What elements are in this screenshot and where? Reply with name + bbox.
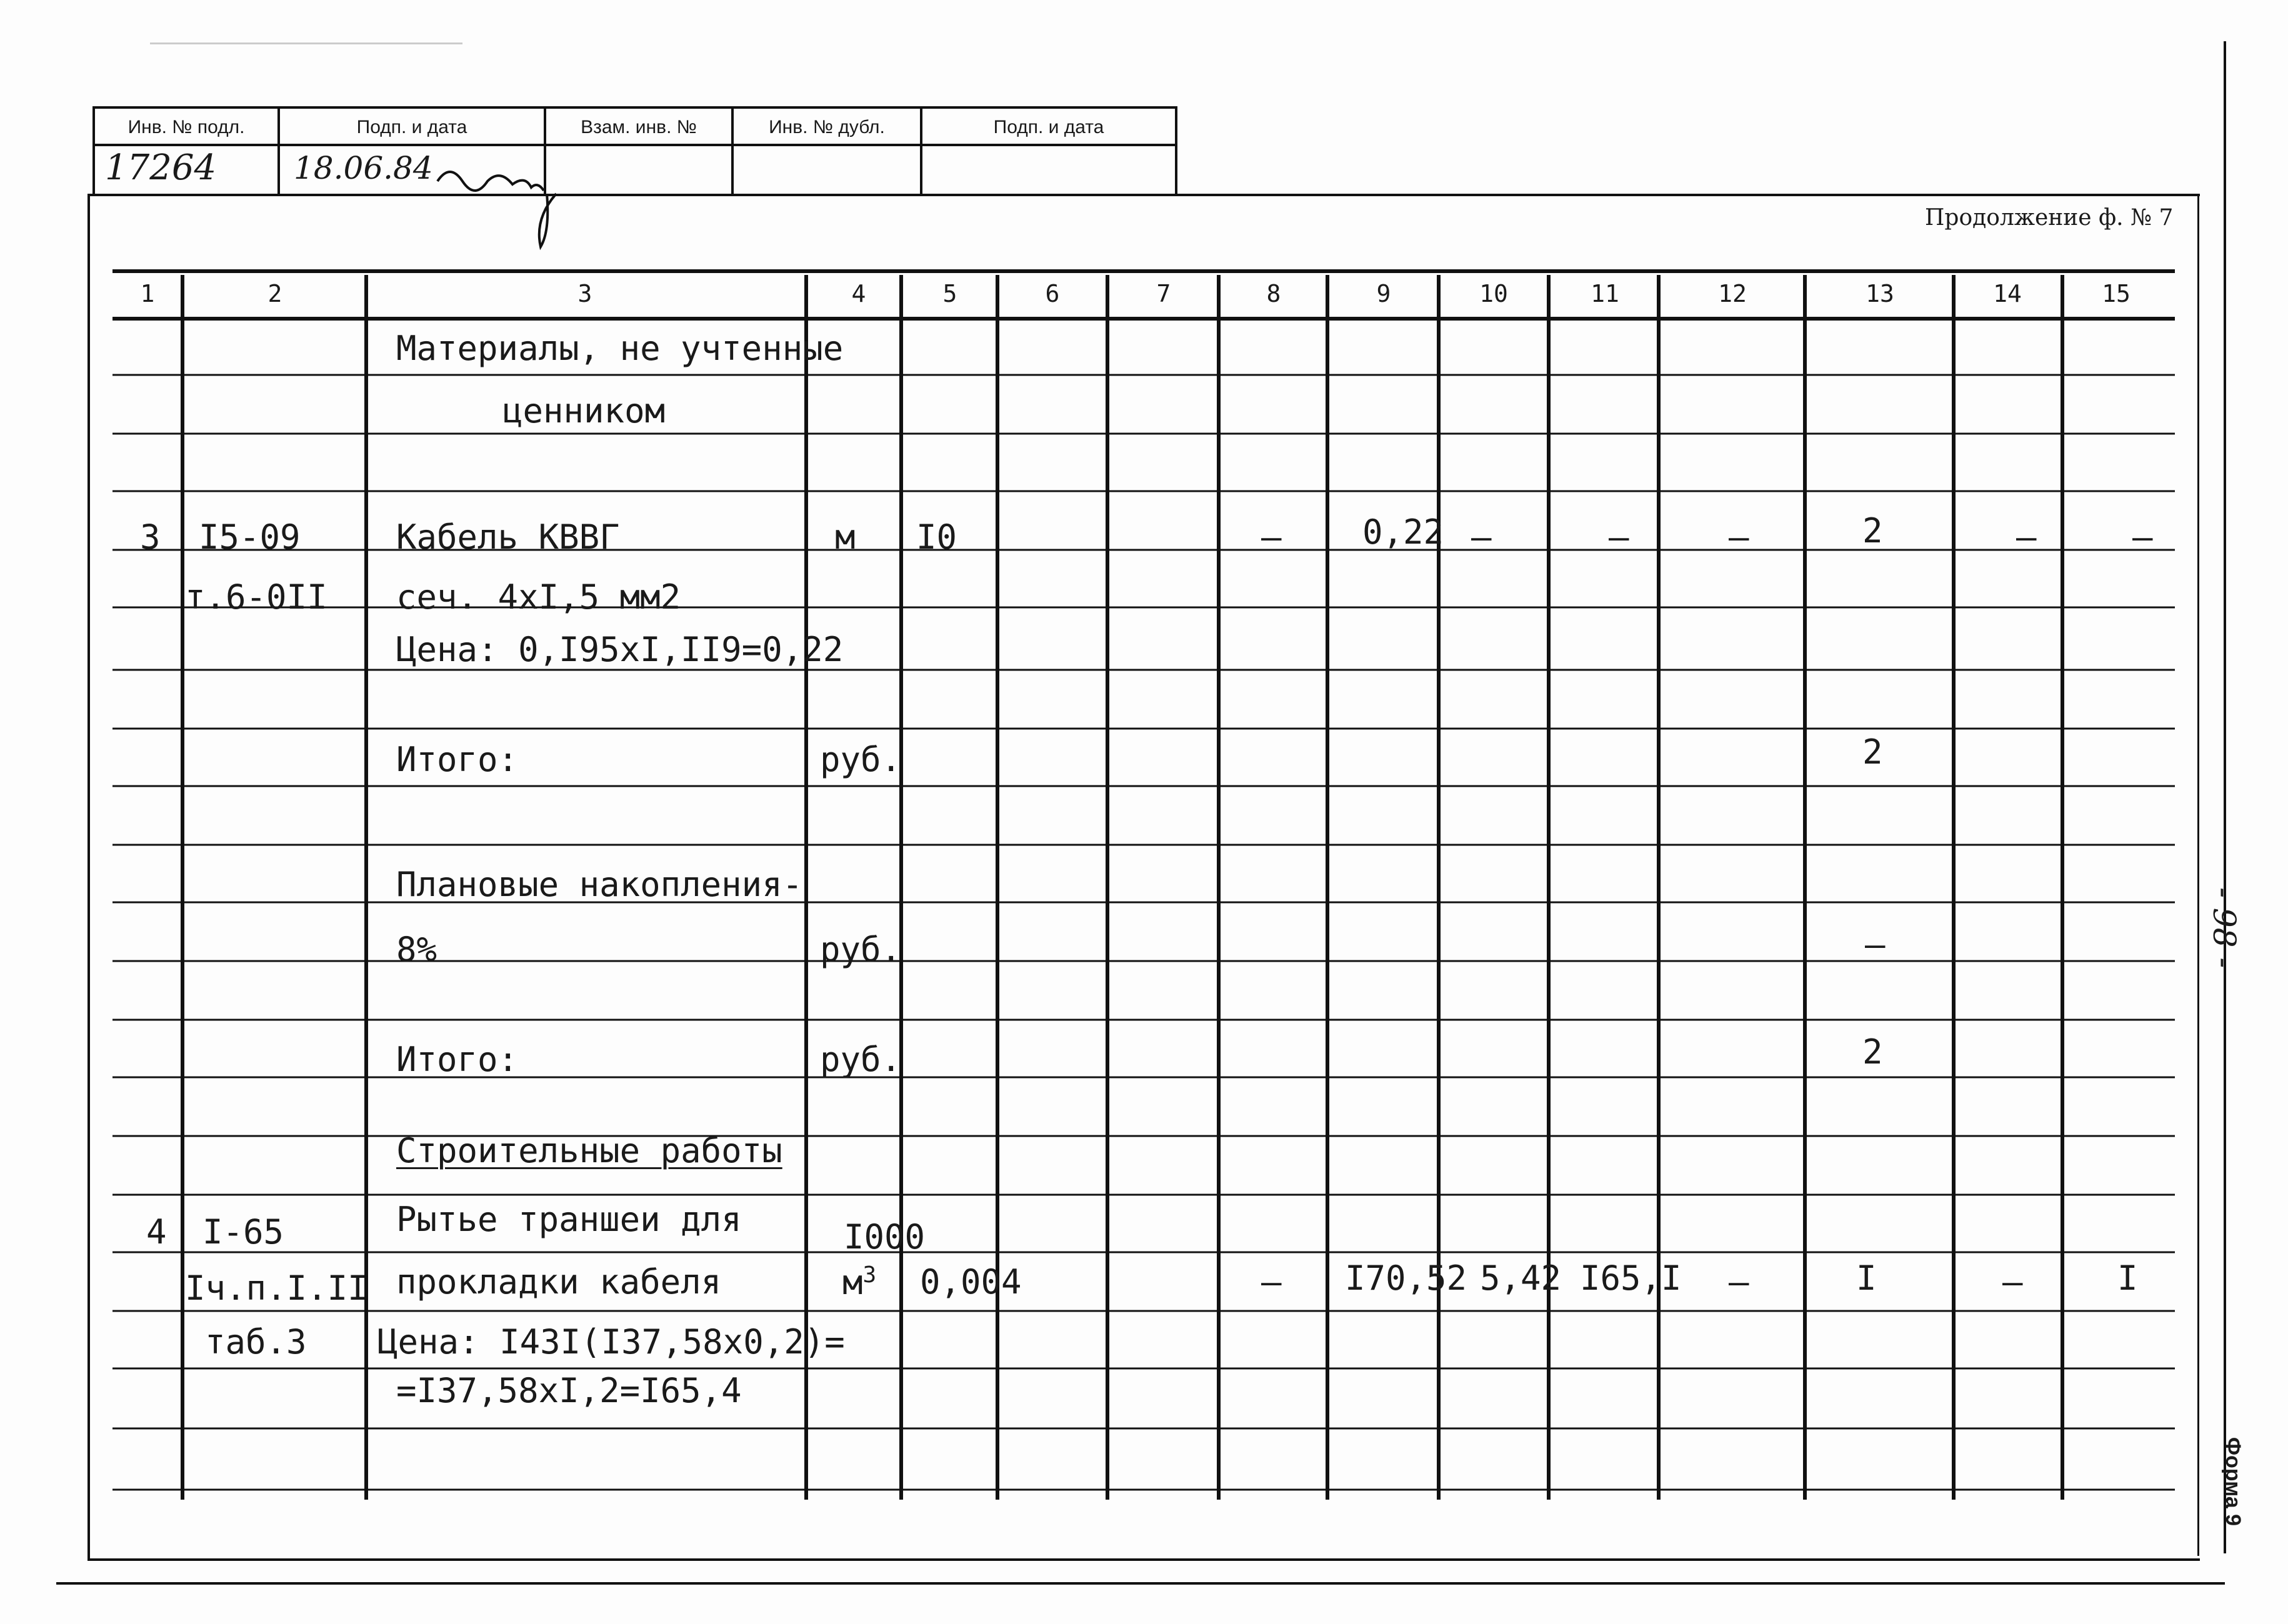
column-header: 6 xyxy=(1045,280,1060,307)
column-header: 3 xyxy=(577,280,592,307)
item-price-calc: Цена: I43I(I37,58х0,2)= xyxy=(377,1322,845,1362)
column-header: 2 xyxy=(267,280,282,307)
form-label: Форма 9 xyxy=(2221,1437,2245,1527)
column-header: 13 xyxy=(1866,280,1894,307)
norm-code: I-65 xyxy=(202,1212,284,1252)
column-header: 7 xyxy=(1156,280,1171,307)
norm-reference: т.6-0II xyxy=(185,577,327,617)
cell-col-14: – xyxy=(2016,517,2037,557)
item-name-2: прокладки кабеля xyxy=(396,1262,722,1302)
continuation-title: Продолжение ф. № 7 xyxy=(1925,205,2174,231)
row-number: 3 xyxy=(140,517,161,557)
cell-col-8: – xyxy=(1261,1262,1282,1302)
total-label: Итого: xyxy=(396,1040,519,1079)
item-unit: м xyxy=(835,517,856,557)
cell-col-9: 0,22 xyxy=(1362,512,1444,552)
norm-reference: Iч.п.I.II xyxy=(185,1268,368,1308)
total-value: 2 xyxy=(1862,1032,1883,1072)
norm-table: таб.3 xyxy=(205,1322,307,1362)
planned-savings-percent: 8% xyxy=(396,930,437,969)
section-materials-title-2: ценником xyxy=(502,391,666,431)
column-header: 12 xyxy=(1718,280,1747,307)
column-header: 10 xyxy=(1479,280,1508,307)
planned-savings-label: Плановые накопления- xyxy=(396,865,803,904)
planned-savings-value: – xyxy=(1865,925,1886,964)
cell-col-11: – xyxy=(1609,517,1629,557)
section-materials-title: Материалы, не учтенные xyxy=(396,329,844,368)
item-price-calc: Цена: 0,I95хI,II9=0,22 xyxy=(396,630,844,669)
cell-col-10: – xyxy=(1471,517,1492,557)
item-unit xyxy=(842,1262,876,1302)
column-header: 15 xyxy=(2102,280,2131,307)
total-unit: руб. xyxy=(820,740,902,779)
stamp-header-2: Подп. и дата xyxy=(356,117,467,137)
item-name: Рытье траншеи для xyxy=(396,1200,742,1239)
column-header: 1 xyxy=(140,280,155,307)
cell-col-14: – xyxy=(2002,1262,2023,1302)
column-header: 8 xyxy=(1266,280,1281,307)
cell-col-12: – xyxy=(1729,517,1749,557)
column-header: 14 xyxy=(1993,280,2022,307)
row-number: 4 xyxy=(146,1212,167,1252)
total-unit: руб. xyxy=(820,1040,902,1079)
cell-col-15: I xyxy=(2117,1258,2138,1298)
total-label: Итого: xyxy=(396,740,519,779)
norm-code: I5-09 xyxy=(199,517,301,557)
stamp-header-3: Взам. инв. № xyxy=(581,117,697,137)
cell-col-15: – xyxy=(2132,517,2153,557)
cell-col-9: I70,52 xyxy=(1345,1258,1467,1298)
item-spec: сеч. 4хI,5 мм2 xyxy=(396,577,681,617)
cell-col-10: 5,42 xyxy=(1480,1258,1562,1298)
stamp-header-4: Инв. № дубл. xyxy=(769,117,885,137)
item-quantity: I0 xyxy=(916,517,957,557)
total-value: 2 xyxy=(1862,732,1883,772)
column-header: 4 xyxy=(851,280,866,307)
section-construction-title: Строительные работы xyxy=(396,1131,782,1170)
unit-base: м xyxy=(842,1263,863,1302)
unit-exponent: 3 xyxy=(862,1262,877,1288)
planned-savings-unit: руб. xyxy=(820,930,902,969)
cell-col-13: 2 xyxy=(1862,511,1883,550)
item-quantity: 0,004 xyxy=(920,1262,1022,1302)
item-name: Кабель КВВГ xyxy=(396,517,620,557)
column-header: 5 xyxy=(942,280,957,307)
stamp-inventory-number: 17264 xyxy=(105,147,217,188)
stamp-header-5: Подп. и дата xyxy=(993,117,1104,137)
cell-col-8: – xyxy=(1261,517,1282,557)
item-unit-multiplier: I000 xyxy=(844,1217,926,1257)
page-number: - 98 - xyxy=(2206,887,2242,969)
column-header: 11 xyxy=(1591,280,1619,307)
column-header: 9 xyxy=(1376,280,1391,307)
cell-col-13: I xyxy=(1856,1258,1877,1298)
stamp-date: 18.06.84 xyxy=(294,150,433,186)
stamp-header-1: Инв. № подл. xyxy=(127,117,245,137)
cell-col-11: I65,I xyxy=(1580,1258,1682,1298)
cell-col-12: – xyxy=(1729,1262,1749,1302)
item-price-calc-2: =I37,58хI,2=I65,4 xyxy=(396,1371,742,1410)
